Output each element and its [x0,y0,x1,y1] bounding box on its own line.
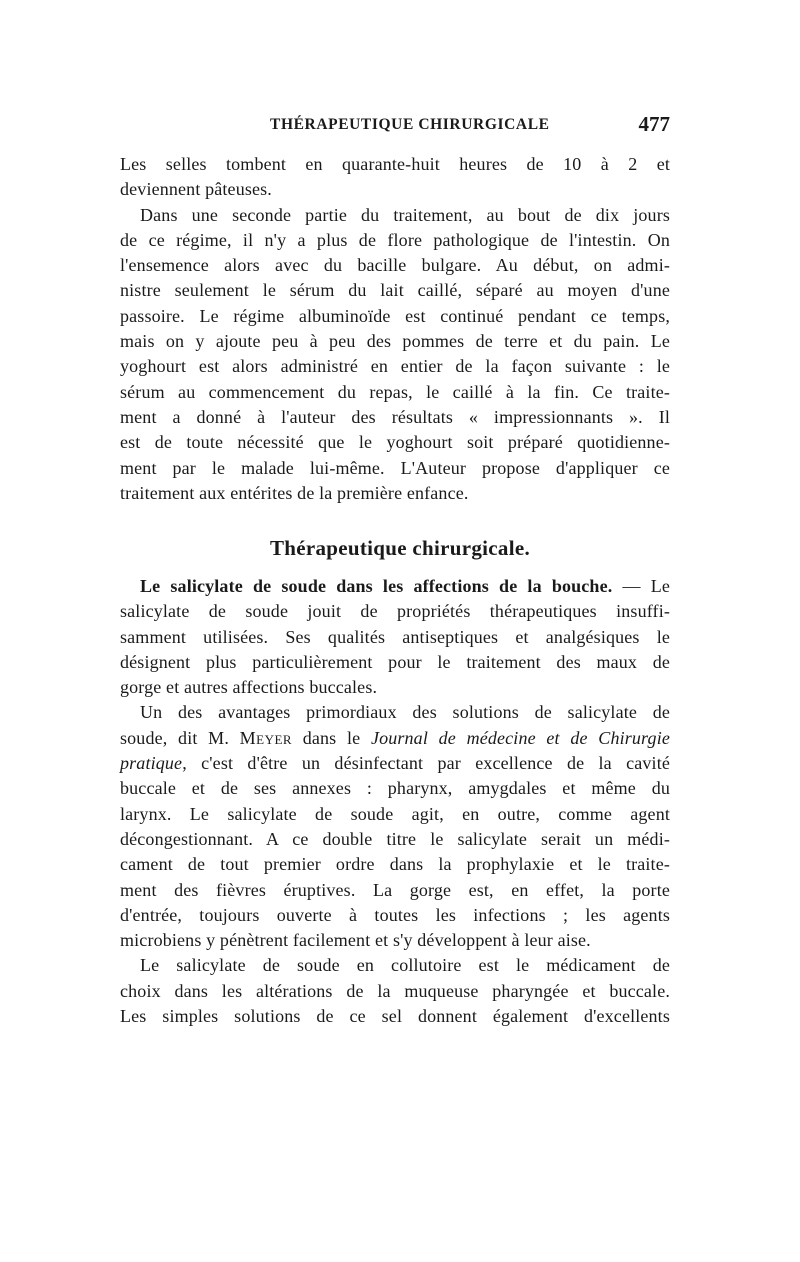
text-line: Les selles tombent en quarante-huit heures de 10 à 2 et [120,154,670,174]
journal-title-cont: pratique [120,753,183,774]
text-line-with-citation [120,751,670,776]
text-line: Le salicylate de soude en collutoire est le médicament de [140,955,670,976]
text-line: nistre seulement le sérum du lait caillé, séparé au moyen d'une [120,280,670,301]
text-run: — Le [612,576,671,596]
text-line: décongestionnant. A ce double titre le salicylate serait un médi- [120,828,670,849]
text-line: salicylate de soude jouit de propriétés thérapeutiques insuffi- [120,601,670,622]
text-line: cament de tout premier ordre dans la prophylaxie et le traite- [120,854,670,875]
section-heading: Thérapeutique chirurgicale. [269,536,531,560]
text-line: d'entrée, toujours ouverte à toutes les infections ; les agents [120,904,670,925]
text-line: buccale et de ses annexes : pharynx, amygdales et même du [120,778,670,799]
text-line: yoghourt est alors administré en entier de la façon suivante : le [120,356,670,377]
text-line: larynx. Le salicylate de soude agit, en outre, comme agent [120,803,670,824]
text-line: Dans une seconde partie du traitement, au bout de dix jours [140,204,670,225]
text-line: désignent plus particulièrement pour le traitement des maux de [120,651,670,672]
text-line-with-citation [120,726,670,751]
paragraph-block-top [120,152,670,506]
text-line: mais on y ajoute peu à peu des pommes de terre et du pain. Le [120,331,670,352]
text-line: ment a donné à l'auteur des résultats « impressionnants ». Il [120,406,670,427]
text-line: ment des fièvres éruptives. La gorge est, en effet, la porte [120,879,670,900]
article-title: Le salicylate de soude dans les affections de la bouche. [140,576,613,596]
text-line: microbiens y pénètrent facilement et s'y développent à leur aise. [120,930,591,951]
article-first-line [120,574,670,599]
text-line: choix dans les altérations de la muqueuse pharyngée et buccale. [120,980,670,1001]
text-run: dans le [292,727,371,748]
text-line: passoire. Le régime albuminoïde est continué pendant ce temps, [120,305,670,326]
text-line: ment par le malade lui-même. L'Auteur propose d'appliquer ce [120,457,670,478]
text-line: Les simples solutions de ce sel donnent également d'excellents [120,1006,670,1027]
text-line: est de toute nécessité que le yoghourt soit préparé quotidienne- [120,432,670,453]
page-number: 477 [638,112,670,136]
author-name: Meyer [239,727,293,748]
text-line: sérum au commencement du repas, le caillé à la fin. Ce traite- [120,381,670,402]
text-line: de ce régime, il n'y a plus de flore pathologique de l'intestin. On [120,229,670,250]
text-line: Un des avantages primordiaux des solutions de salicylate de [140,702,670,723]
text-line: samment utilisées. Ses qualités antiseptiques et analgésiques le [120,626,670,647]
running-header [120,112,670,142]
running-title: THÉRAPEUTIQUE CHIRURGICALE [270,116,550,133]
text-line: l'ensemence alors avec du bacille bulgare. Au début, on admi- [120,255,670,276]
text-line: traitement aux entérites de la première enfance. [120,482,469,503]
text-line: deviennent pâteuses. [120,179,272,200]
journal-title: Journal de médecine et de Chirurgie [370,727,670,748]
text-line: gorge et autres affections buccales. [120,677,378,698]
text-run: , c'est d'être un désinfectant par excellence de la cavité [182,753,670,774]
article-body [120,574,670,1029]
text-run: soude, dit M. [120,727,240,748]
